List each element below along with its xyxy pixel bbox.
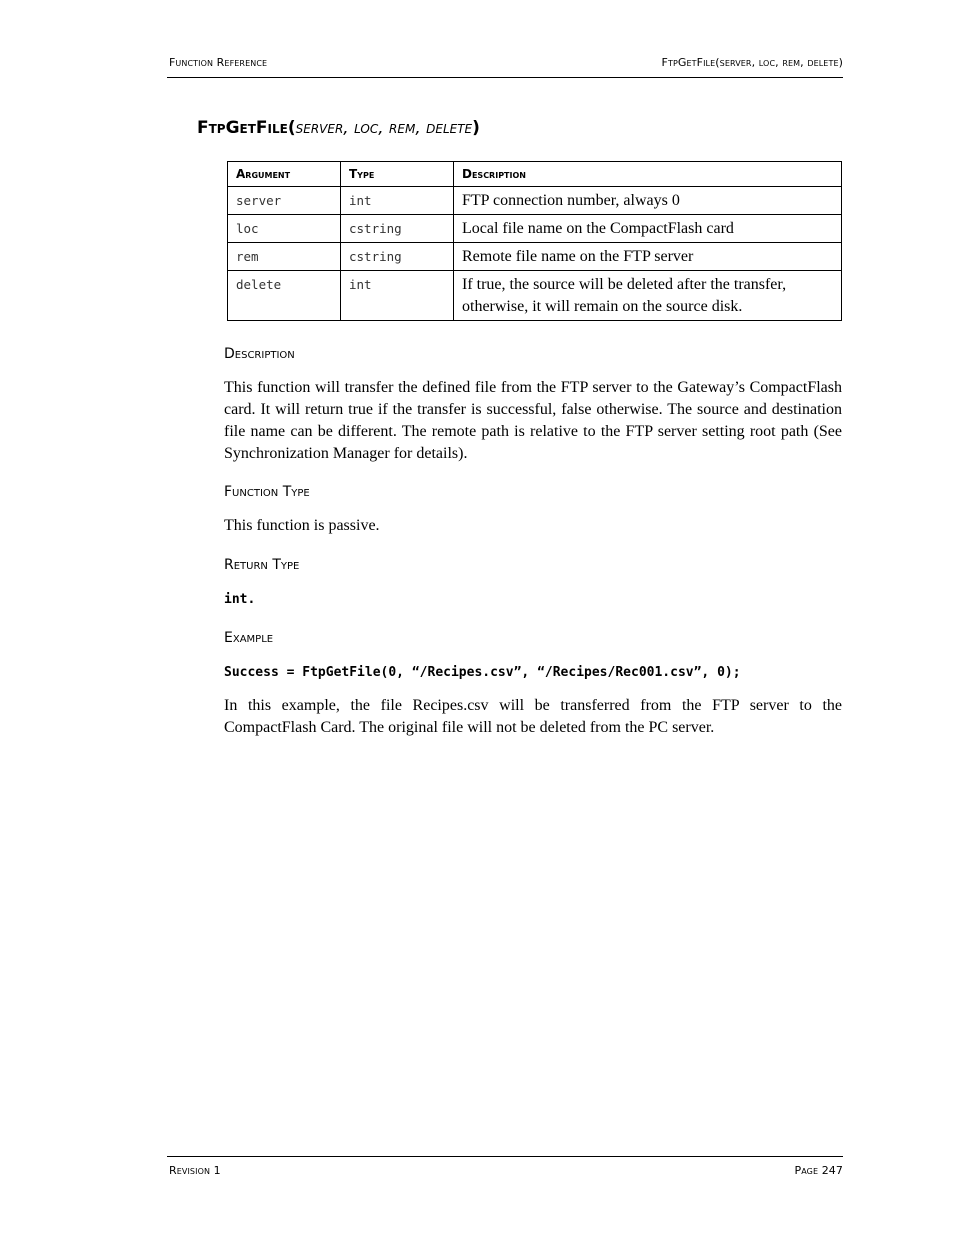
function-title (197, 118, 480, 138)
cell-argument: rem (228, 243, 341, 271)
function-args: server, loc, rem, delete (295, 118, 473, 138)
table-row (228, 243, 842, 271)
page-header (167, 56, 843, 78)
return-type-heading: Return Type (224, 557, 300, 573)
return-type-text: int. (224, 592, 256, 607)
cell-description: FTP connection number, always 0 (454, 187, 842, 215)
function-close: ) (472, 118, 480, 138)
col-header-type: Type (341, 162, 454, 187)
function-type-heading: Function Type (224, 484, 310, 500)
example-text: In this example, the file Recipes.csv will be transferred from the FTP server to the CompactFlash Card. The original file will not be deleted from the PC server. (224, 697, 842, 736)
cell-argument: server (228, 187, 341, 215)
cell-type: cstring (341, 215, 454, 243)
footer-right: Page 247 (794, 1164, 843, 1177)
footer-left: Revision 1 (169, 1164, 221, 1177)
table-header-row (228, 162, 842, 187)
col-header-argument: Argument (228, 162, 341, 187)
page-footer (167, 1156, 843, 1177)
arguments-table (227, 161, 842, 321)
example-heading: Example (224, 630, 274, 646)
table-row (228, 271, 842, 321)
cell-description: Remote file name on the FTP server (454, 243, 842, 271)
header-right: FtpGetFile(server, loc, rem, delete) (661, 56, 843, 69)
cell-description: Local file name on the CompactFlash card (454, 215, 842, 243)
cell-type: int (341, 187, 454, 215)
cell-type: int (341, 271, 454, 321)
cell-description: If true, the source will be deleted after the transfer, otherwise, it will remain on the source disk. (454, 271, 842, 321)
header-left: Function Reference (169, 56, 268, 69)
cell-type: cstring (341, 243, 454, 271)
example-code: Success = FtpGetFile(0, “/Recipes.csv”, “/Recipes/Rec001.csv”, 0); (224, 665, 741, 680)
function-name: FtpGetFile( (197, 118, 296, 138)
col-header-description: Description (454, 162, 842, 187)
table-row (228, 187, 842, 215)
table-row (228, 215, 842, 243)
function-type-text: This function is passive. (224, 517, 380, 534)
cell-argument: delete (228, 271, 341, 321)
description-text: This function will transfer the defined file from the FTP server to the Gateway’s CompactFlash card. It will return true if the transfer is successful, false otherwise. The source and destination file name can be different. The remote path is relative to the FTP server setting root path (See Synchronization Manager for details). (224, 379, 842, 462)
description-heading: Description (224, 346, 295, 362)
cell-argument: loc (228, 215, 341, 243)
